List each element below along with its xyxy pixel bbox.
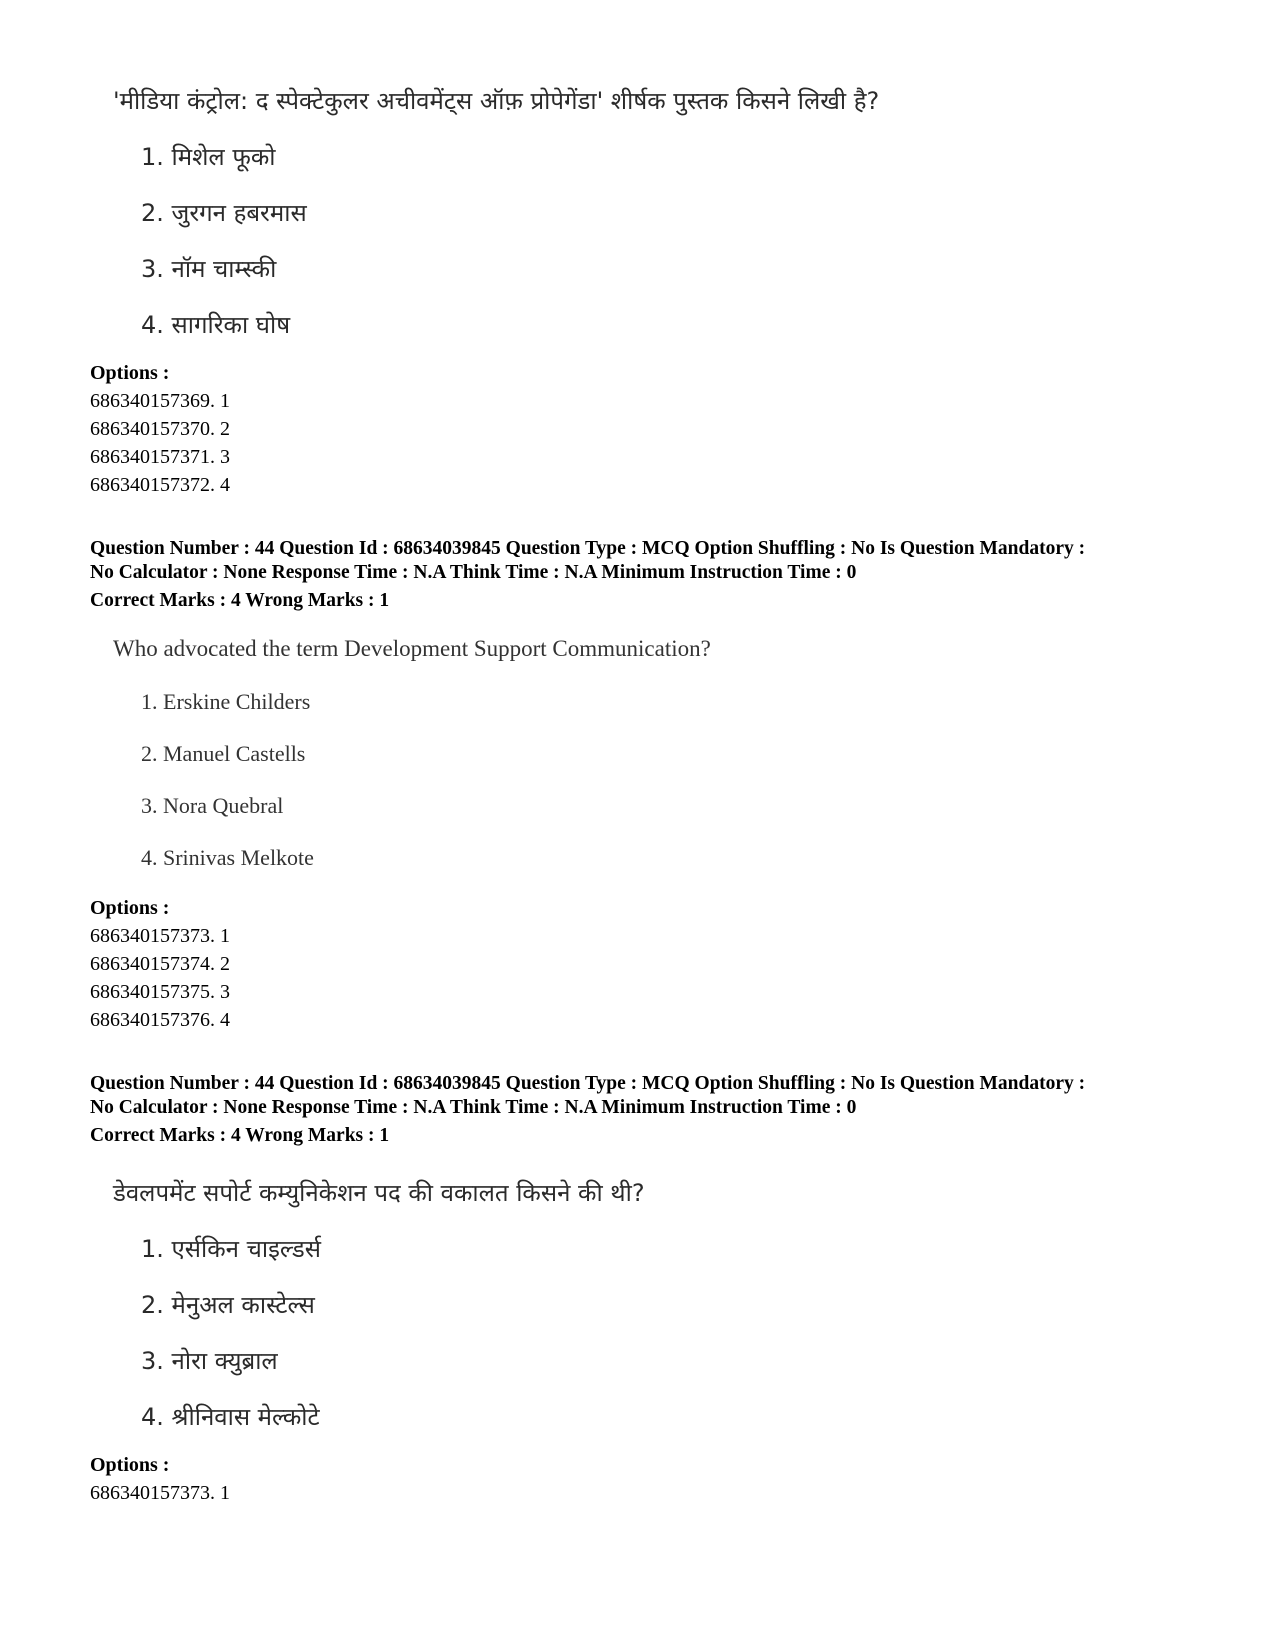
choice-3: 3. नोरा क्युब्राल bbox=[141, 1347, 278, 1375]
question-meta-line: No Calculator : None Response Time : N.A Think Time : N.A Minimum Instruction Time : 0 bbox=[90, 562, 857, 583]
option-id-row: 686340157373. 1 bbox=[90, 925, 230, 947]
marks-line: Correct Marks : 4 Wrong Marks : 1 bbox=[90, 590, 390, 611]
choice-4: 4. Srinivas Melkote bbox=[141, 845, 314, 870]
choice-2: 2. मेनुअल कास्टेल्स bbox=[141, 1291, 315, 1319]
option-id-row: 686340157373. 1 bbox=[90, 1482, 230, 1504]
options-label: Options : bbox=[90, 362, 170, 384]
question-meta-line: Question Number : 44 Question Id : 68634039845 Question Type : MCQ Option Shuffling : No Is Question Mandatory : bbox=[90, 538, 1086, 559]
option-id-row: 686340157376. 4 bbox=[90, 1009, 230, 1031]
choice-1: 1. एर्सकिन चाइल्डर्स bbox=[141, 1235, 321, 1263]
choice-2: 2. जुरगन हबरमास bbox=[141, 199, 307, 227]
choice-3: 3. Nora Quebral bbox=[141, 793, 284, 818]
choice-3: 3. नॉम चाम्स्की bbox=[141, 255, 277, 283]
choice-1: 1. मिशेल फूको bbox=[141, 143, 276, 171]
question-meta-line: Question Number : 44 Question Id : 68634039845 Question Type : MCQ Option Shuffling : No Is Question Mandatory : bbox=[90, 1073, 1086, 1094]
choice-2: 2. Manuel Castells bbox=[141, 741, 306, 766]
choice-4: 4. सागरिका घोष bbox=[141, 311, 291, 339]
question-text: 'मीडिया कंट्रोल: द स्पेक्टेकुलर अचीवमेंट्स ऑफ़ प्रोपेगेंडा' शीर्षक पुस्तक किसने लिखी है? bbox=[113, 87, 880, 115]
options-label: Options : bbox=[90, 1454, 170, 1476]
options-label: Options : bbox=[90, 897, 170, 919]
option-id-row: 686340157375. 3 bbox=[90, 981, 230, 1003]
question-meta-line: No Calculator : None Response Time : N.A Think Time : N.A Minimum Instruction Time : 0 bbox=[90, 1097, 857, 1118]
marks-line: Correct Marks : 4 Wrong Marks : 1 bbox=[90, 1125, 390, 1146]
choice-1: 1. Erskine Childers bbox=[141, 689, 311, 714]
option-id-row: 686340157374. 2 bbox=[90, 953, 230, 975]
option-id-row: 686340157372. 4 bbox=[90, 474, 230, 496]
option-id-row: 686340157370. 2 bbox=[90, 418, 230, 440]
option-id-row: 686340157371. 3 bbox=[90, 446, 230, 468]
choice-4: 4. श्रीनिवास मेल्कोटे bbox=[141, 1403, 320, 1431]
option-id-row: 686340157369. 1 bbox=[90, 390, 230, 412]
question-text: डेवलपमेंट सपोर्ट कम्युनिकेशन पद की वकालत किसने की थी? bbox=[113, 1179, 645, 1207]
question-text: Who advocated the term Development Support Communication? bbox=[113, 636, 711, 661]
